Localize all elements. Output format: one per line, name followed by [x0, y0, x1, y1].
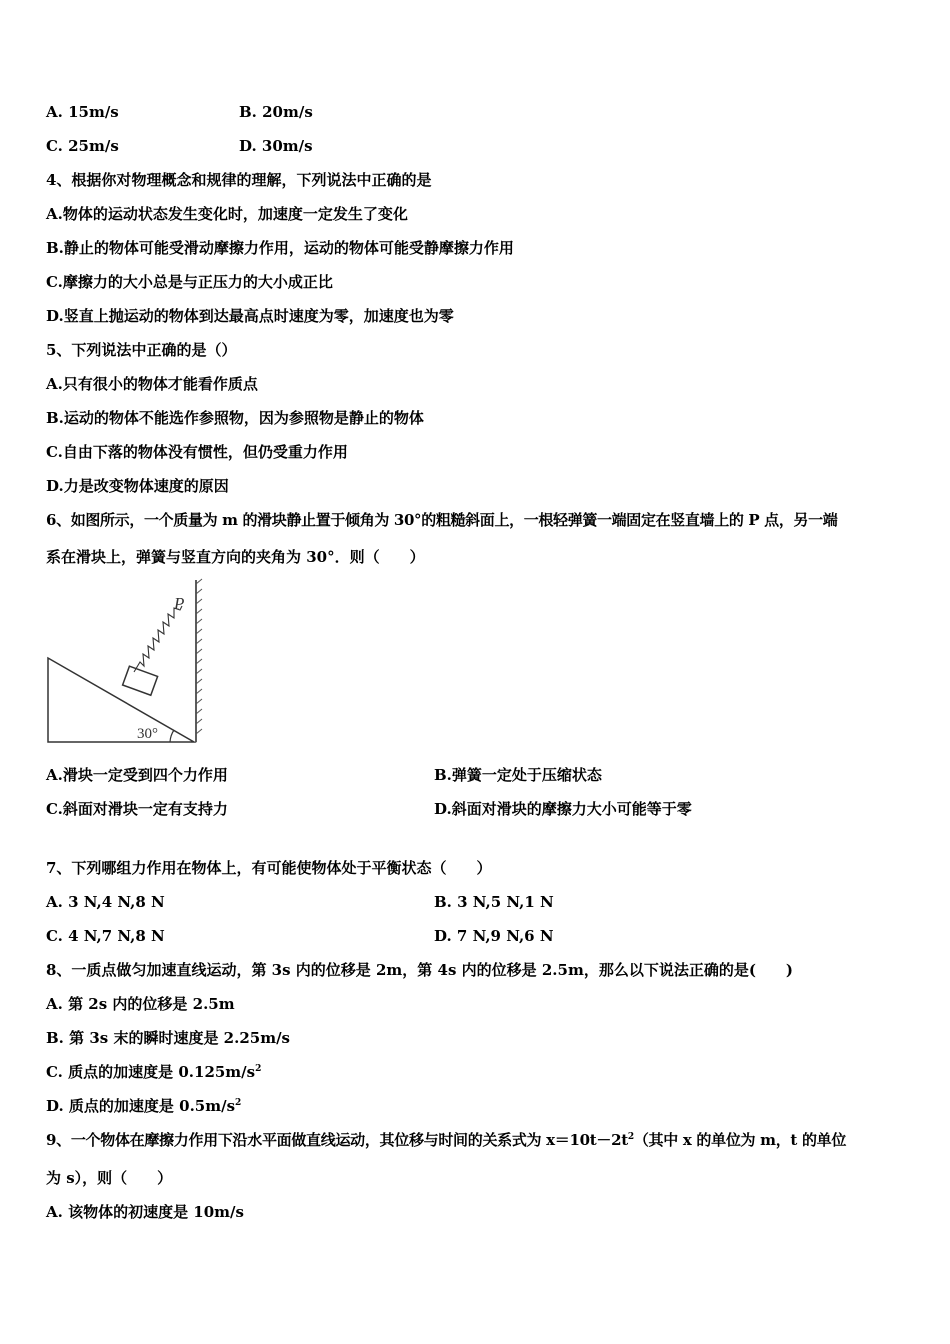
q7-stem: 7、下列哪组力作用在物体上，有可能使物体处于平衡状态（ ） [46, 859, 492, 877]
incline-spring-figure [44, 576, 210, 746]
slider-block [123, 666, 158, 695]
spring [134, 606, 182, 672]
q5-stem: 5、下列说法中正确的是（） [46, 341, 237, 359]
q6-option-d: D.斜面对滑块的摩擦力大小可能等于零 [434, 800, 692, 818]
q5-option-c: C.自由下落的物体没有惯性，但仍受重力作用 [46, 443, 348, 461]
q3-option-b: B. 20m/s [239, 103, 313, 121]
q8-option-a: A. 第 2s 内的位移是 2.5m [46, 995, 235, 1013]
label-angle: 30° [137, 726, 158, 742]
incline [48, 658, 194, 742]
q4-option-b: B.静止的物体可能受滑动摩擦力作用，运动的物体可能受静摩擦力作用 [46, 239, 514, 257]
q4-stem: 4、根据你对物理概念和规律的理解，下列说法中正确的是 [46, 171, 432, 189]
q4-option-c: C.摩擦力的大小总是与正压力的大小成正比 [46, 273, 333, 291]
q3-option-d: D. 30m/s [239, 137, 313, 155]
q3-option-c: C. 25m/s [46, 137, 119, 155]
q6-option-c: C.斜面对滑块一定有支持力 [46, 800, 228, 818]
q6-option-a: A.滑块一定受到四个力作用 [46, 766, 228, 784]
q3-option-a: A. 15m/s [46, 103, 119, 121]
q8-option-d-text: D. 质点的加速度是 0.5m/s [46, 1097, 236, 1115]
q8-stem: 8、一质点做匀加速直线运动，第 3s 内的位移是 2m，第 4s 内的位移是 2.5m，那么以下说法正确的是( ) [46, 961, 794, 979]
q8-option-d-exponent: 2 [235, 1098, 242, 1108]
q6-stem-line1: 6、如图所示，一个质量为 m 的滑块静止置于倾角为 30°的粗糙斜面上，一根轻弹簧一端固定在竖直墙上的 P 点，另一端 [46, 511, 838, 529]
q4-option-a: A.物体的运动状态发生变化时，加速度一定发生了变化 [46, 205, 408, 223]
q9-stem-line1 [46, 1130, 846, 1150]
q9-stem-pre: 9、一个物体在摩擦力作用下沿水平面做直线运动，其位移与时间的关系式为 x＝10t－2t [46, 1131, 628, 1149]
q9-stem-exponent: 2 [627, 1132, 634, 1142]
wall-hatching [196, 579, 202, 734]
q4-option-d: D.竖直上抛运动的物体到达最高点时速度为零，加速度也为零 [46, 307, 454, 325]
q5-option-b: B.运动的物体不能选作参照物，因为参照物是静止的物体 [46, 409, 424, 427]
q9-stem-post: （其中 x 的单位为 m，t 的单位 [633, 1131, 847, 1149]
q8-option-b: B. 第 3s 末的瞬时速度是 2.25m/s [46, 1029, 290, 1047]
q7-option-a: A. 3 N,4 N,8 N [46, 893, 165, 911]
q5-option-d: D.力是改变物体速度的原因 [46, 477, 229, 495]
q8-option-c-text: C. 质点的加速度是 0.125m/s [46, 1063, 256, 1081]
q7-option-b: B. 3 N,5 N,1 N [434, 893, 554, 911]
label-p: P [174, 594, 185, 613]
q8-option-c [46, 1062, 261, 1082]
q6-option-b: B.弹簧一定处于压缩状态 [434, 766, 602, 784]
q6-stem-line2: 系在滑块上，弹簧与竖直方向的夹角为 30°．则（ ） [46, 548, 425, 566]
q8-option-d [46, 1096, 241, 1116]
q9-stem-line2: 为 s），则（ ） [46, 1169, 173, 1187]
angle-arc [170, 730, 174, 742]
q7-option-d: D. 7 N,9 N,6 N [434, 927, 554, 945]
q5-option-a: A.只有很小的物体才能看作质点 [46, 375, 258, 393]
q9-option-a: A. 该物体的初速度是 10m/s [46, 1203, 244, 1221]
q8-option-c-exponent: 2 [255, 1064, 262, 1074]
q7-option-c: C. 4 N,7 N,8 N [46, 927, 165, 945]
